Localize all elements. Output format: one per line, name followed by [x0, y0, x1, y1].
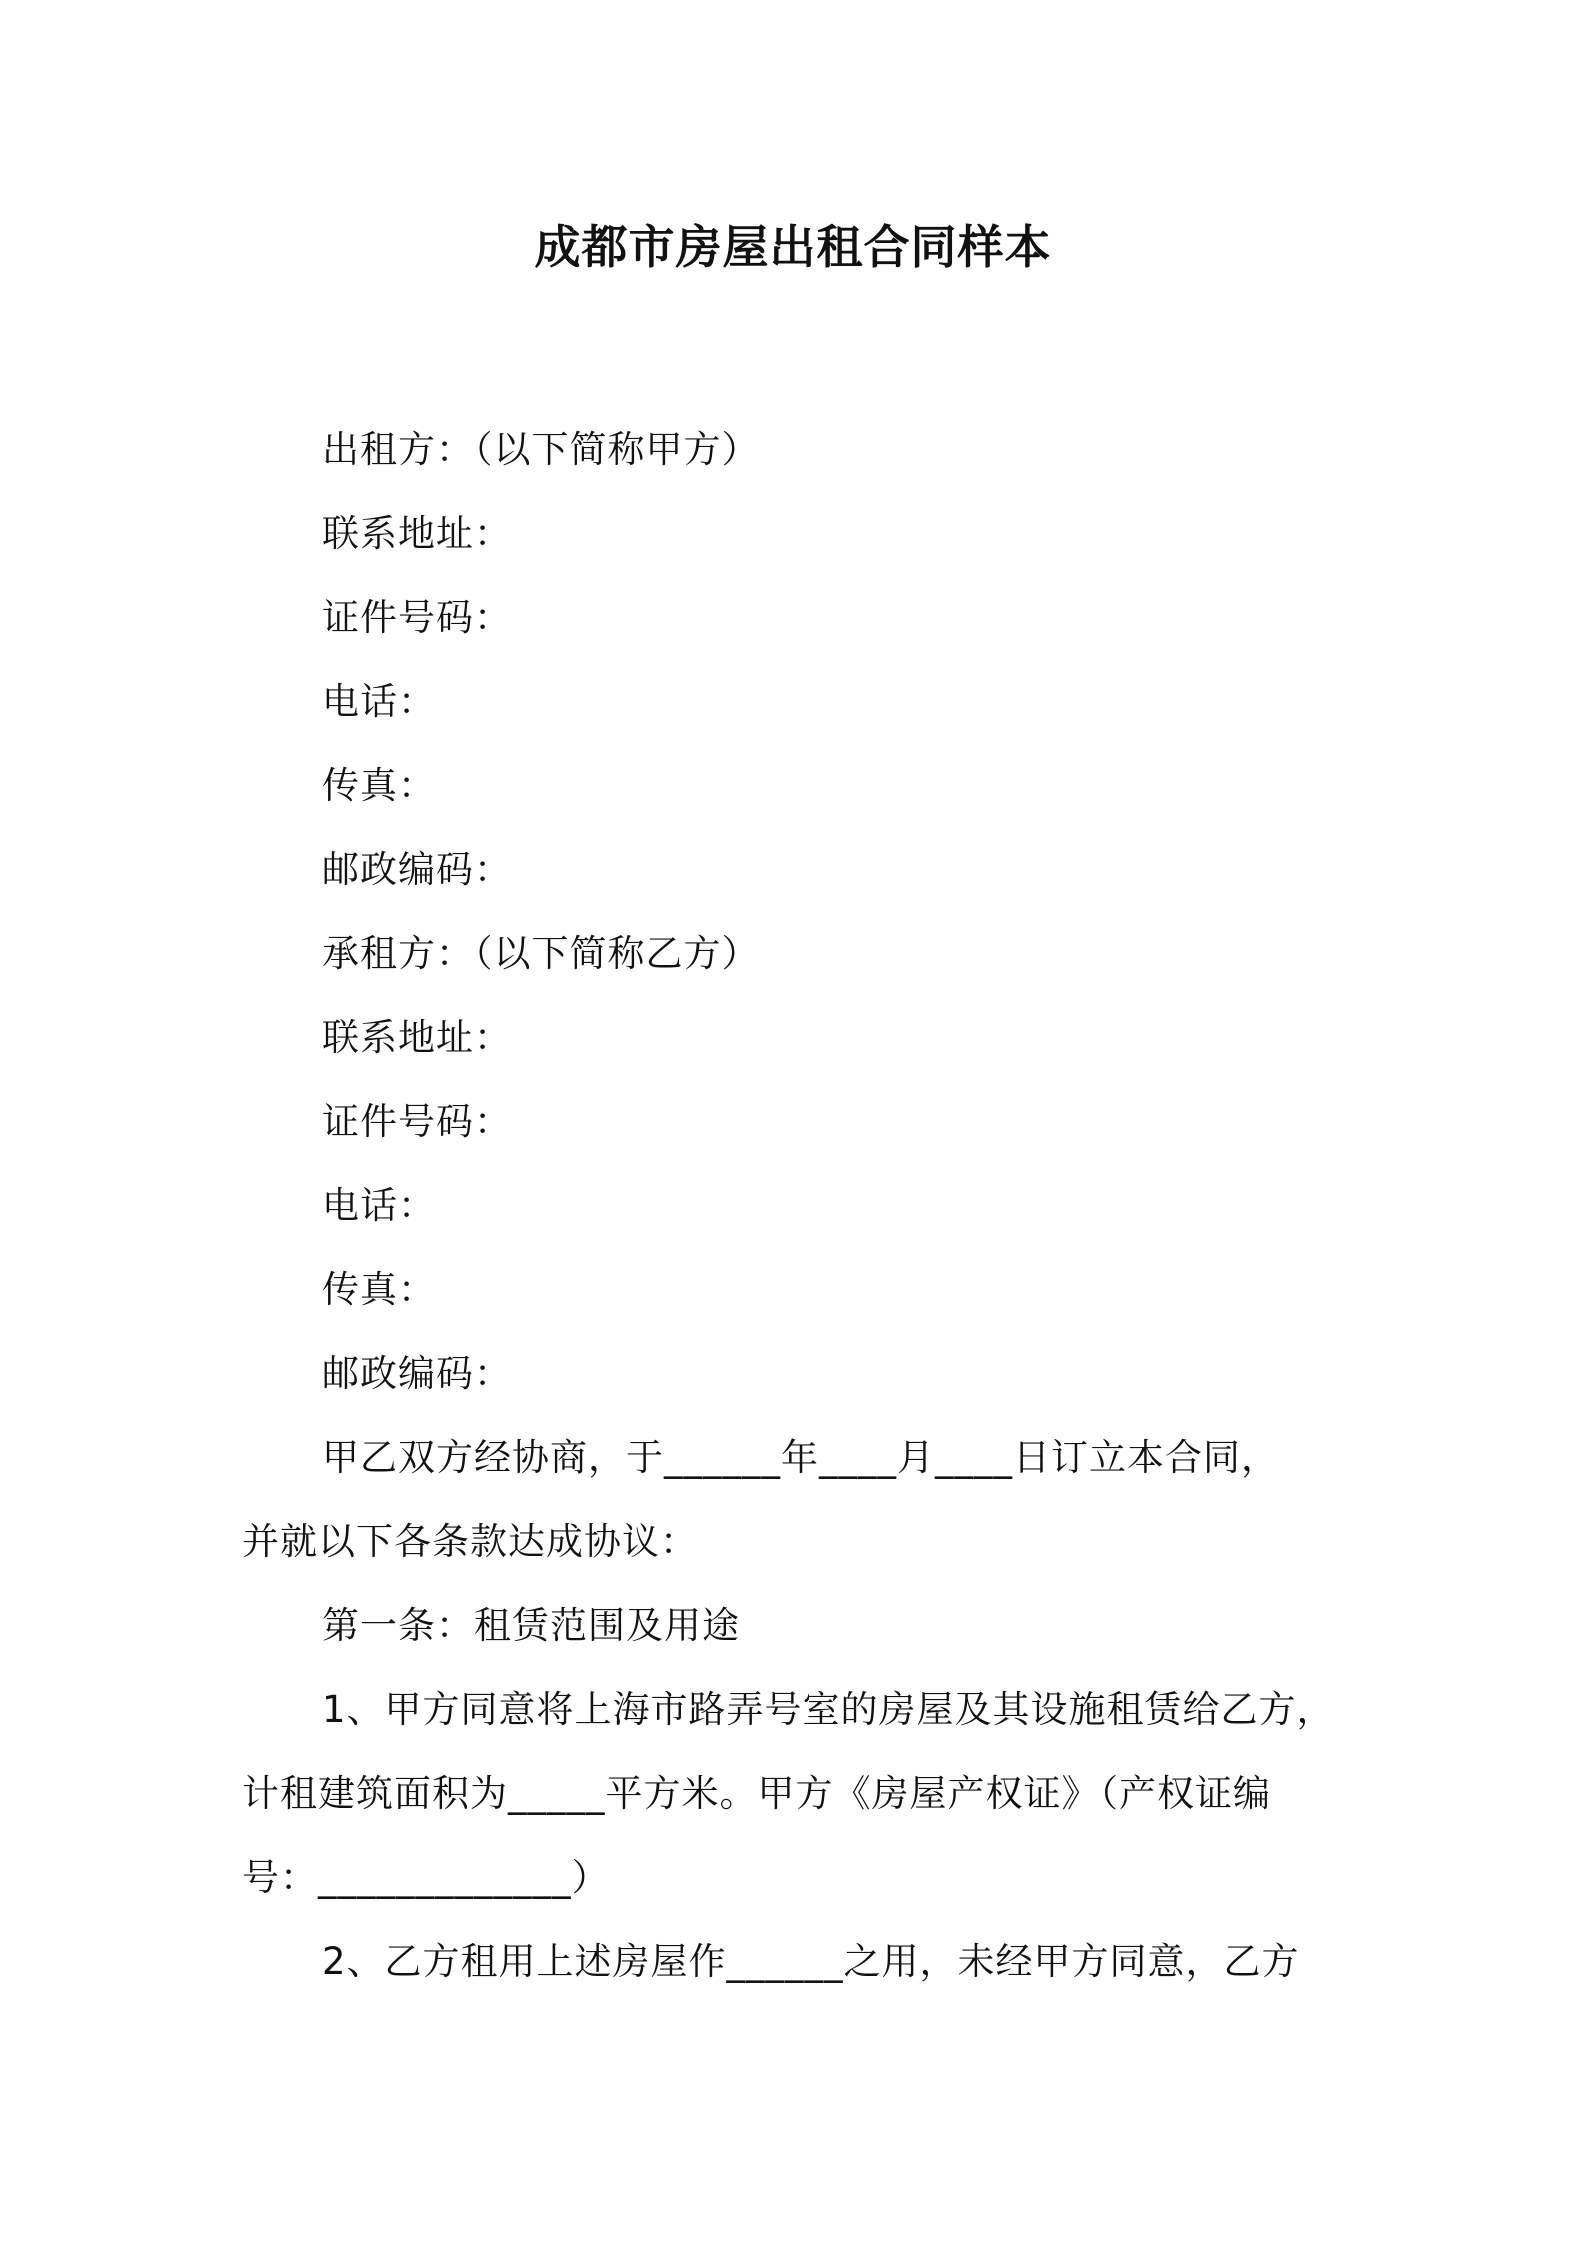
line-lessor-address: 联系地址： — [322, 512, 512, 555]
line-lessor-fax: 传真： — [322, 764, 436, 807]
paragraph-agreement-continued: 并就以下各条款达成协议： — [242, 1520, 698, 1563]
clause-1-line-3: 号：_____________） — [242, 1856, 610, 1899]
clause-1-line-2: 计租建筑面积为_____平方米。甲方《房屋产权证》（产权证编 — [242, 1772, 1271, 1815]
clause-2-line-1: 2、乙方租用上述房屋作______之用，未经甲方同意，乙方 — [322, 1940, 1300, 1983]
line-lessee-address: 联系地址： — [322, 1016, 512, 1059]
line-lessee-postcode: 邮政编码： — [322, 1352, 512, 1395]
line-lessee-id: 证件号码： — [322, 1100, 512, 1143]
line-lessor-phone: 电话： — [322, 680, 436, 723]
paragraph-agreement-date: 甲乙双方经协商，于______年____月____日订立本合同， — [322, 1436, 1279, 1479]
line-lessee-phone: 电话： — [322, 1184, 436, 1227]
document-title: 成都市房屋出租合同样本 — [534, 220, 1052, 274]
line-lessee: 承租方：（以下简称乙方） — [322, 932, 760, 975]
article-1-heading: 第一条：租赁范围及用途 — [322, 1604, 740, 1647]
clause-1-line-1: 1、甲方同意将上海市路弄号室的房屋及其设施租赁给乙方， — [322, 1688, 1335, 1731]
document-body — [242, 408, 1362, 2004]
line-lessor: 出租方：（以下简称甲方） — [322, 428, 760, 471]
line-lessor-id: 证件号码： — [322, 596, 512, 639]
line-lessor-postcode: 邮政编码： — [322, 848, 512, 891]
line-lessee-fax: 传真： — [322, 1268, 436, 1311]
